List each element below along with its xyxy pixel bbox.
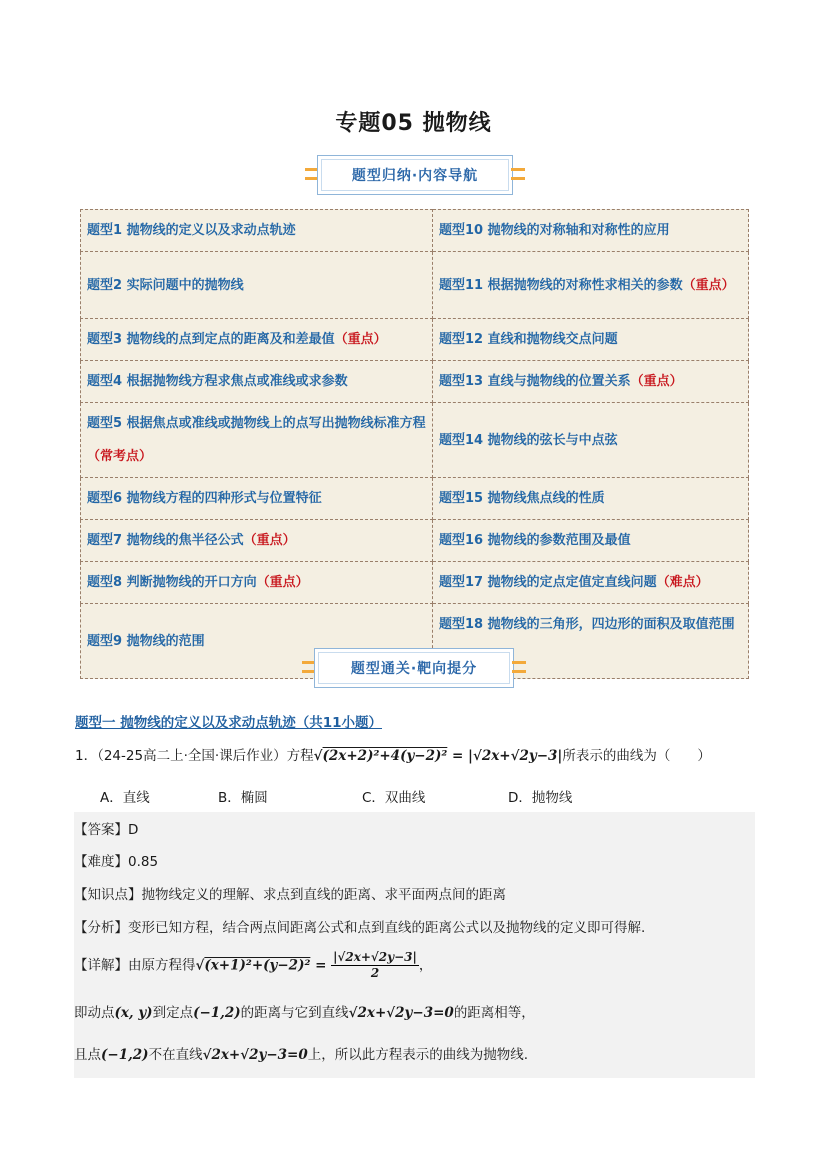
option-b[interactable]: B．椭圆 [218,790,268,806]
practice-banner [302,648,526,688]
nav-item[interactable]: 题型8 判断抛物线的开口方向（重点） [81,562,433,604]
knowledge-value: 抛物线定义的理解、求点到直线的距离、求平面两点间的距离 [141,887,506,903]
question-1: 1．（24-25高二上·全国·课后作业）方程√(2x+2)²+4(y−2)² = |√2x+√2y−3|所表示的曲线为（ ） [75,748,711,764]
nav-banner [305,155,525,195]
analysis-value: 变形已知方程，结合两点间距离公式和点到直线的距离公式以及抛物线的定义即可得解. [128,920,646,936]
detail-row-2: 即动点(x, y)到定点(−1,2)的距离与它到直线√2x+√2y−3=0的距离相等， [74,1005,535,1021]
detail-row-3: 且点(−1,2)不在直线√2x+√2y−3=0上，所以此方程表示的曲线为抛物线. [74,1047,529,1063]
nav-item[interactable]: 题型7 抛物线的焦半径公式（重点） [81,520,433,562]
option-a[interactable]: A．直线 [100,790,150,806]
nav-item[interactable]: 题型15 抛物线焦点线的性质 [433,478,749,520]
banner-deco-right-bottom [512,670,526,673]
nav-item[interactable]: 题型1 抛物线的定义以及求动点轨迹 [81,210,433,252]
line-equation: √2x+√2y−3=0 [348,1005,454,1021]
nav-item[interactable]: 题型13 直线与抛物线的位置关系（重点） [433,361,749,403]
difficulty-value: 0.85 [128,854,159,870]
option-d[interactable]: D．抛物线 [508,790,573,806]
question-options [100,786,700,806]
banner-deco-right-bottom [511,177,525,180]
analysis-row [74,917,754,939]
banner-deco-right-top [512,661,526,664]
difficulty-row [74,851,754,873]
line-equation-2: √2x+√2y−3=0 [202,1047,308,1063]
answer-value: D [128,822,139,838]
nav-banner-label: 题型归纳·内容导航 [317,155,513,195]
question-prefix: 1．（24-25高二上·全国·课后作业）方程 [75,748,314,764]
nav-item[interactable]: 题型12 直线和抛物线交点问题 [433,319,749,361]
nav-item[interactable]: 题型5 根据焦点或准线或抛物线上的点写出抛物线标准方程（常考点） [81,403,433,478]
nav-item[interactable]: 题型16 抛物线的参数范围及最值 [433,520,749,562]
knowledge-row [74,884,754,906]
nav-item[interactable]: 题型3 抛物线的点到定点的距离及和差最值（重点） [81,319,433,361]
topic-nav-table [80,209,749,679]
nav-item[interactable]: 题型11 根据抛物线的对称性求相关的参数（重点） [433,252,749,319]
nav-item[interactable]: 题型9 抛物线的范围 [81,604,433,679]
answer-row [74,819,754,841]
nav-item[interactable]: 题型18 抛物线的三角形，四边形的面积及取值范围 [433,604,749,679]
practice-banner-label: 题型通关·靶向提分 [314,648,514,688]
answer-label: 【答案】 [74,822,128,838]
detail-row-1: 【详解】由原方程得√(x+1)²+(y−2)² = $\frac{|√2x+√2y-3|}{2}$ ， [74,950,433,980]
difficulty-label: 【难度】 [74,854,128,870]
equation-right: |√2x+√2y−3| [468,748,563,764]
nav-item[interactable]: 题型14 抛物线的弦长与中点弦 [433,403,749,478]
nav-item[interactable]: 题型10 抛物线的对称轴和对称性的应用 [433,210,749,252]
detail-label: 【详解】 [74,957,128,974]
nav-item[interactable]: 题型2 实际问题中的抛物线 [81,252,433,319]
point-xy: (x, y) [114,1005,153,1021]
banner-deco-right-top [511,168,525,171]
nav-item[interactable]: 题型6 抛物线方程的四种形式与位置特征 [81,478,433,520]
option-c[interactable]: C．双曲线 [362,790,426,806]
point-fixed-2: (−1,2) [101,1047,149,1063]
nav-item[interactable]: 题型4 根据抛物线方程求焦点或准线或求参数 [81,361,433,403]
question-suffix: 所表示的曲线为（ ） [562,748,711,764]
knowledge-label: 【知识点】 [74,887,142,903]
page-title: 专题05 抛物线 [335,111,492,136]
equation-left: √(2x+2)²+4(y−2)² [313,748,448,764]
detail-equation-left: √(x+1)²+(y−2)² [195,957,311,974]
detail-fraction: $\frac{|√2x+√2y-3|}{2}$ [333,950,417,980]
point-fixed: (−1,2) [193,1005,241,1021]
analysis-label: 【分析】 [74,920,128,936]
detail-text: 由原方程得 [128,957,196,974]
nav-item[interactable]: 题型17 抛物线的定点定值定直线问题（难点） [433,562,749,604]
section-heading[interactable]: 题型一 抛物线的定义以及求动点轨迹（共11小题） [75,715,382,731]
